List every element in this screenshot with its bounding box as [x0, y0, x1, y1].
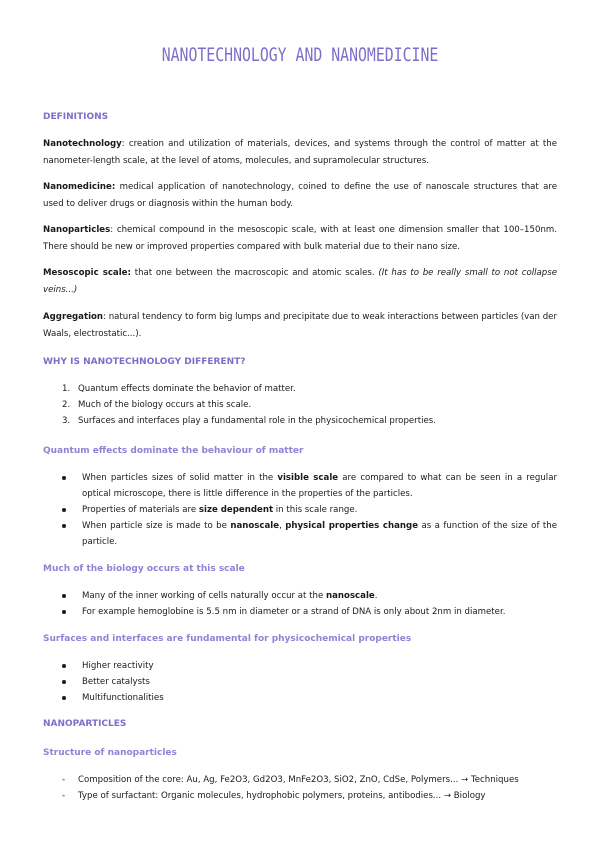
definition-nanoparticles [43, 222, 557, 256]
list-item-text: Surfaces and interfaces play a fundamental role in the physicochemical properties. [78, 416, 436, 426]
list-item [62, 518, 557, 550]
page-title: NANOTECHNOLOGY AND NANOMEDICINE [161, 44, 439, 66]
list-item-text: Better catalysts [82, 677, 150, 687]
list-item [62, 772, 557, 788]
list-item-text: are compared to what can be seen in a regular optical microscope, there is little difference in the properties of the particles. [82, 473, 557, 499]
bullet-icon [62, 664, 66, 668]
quantum-heading: Quantum effects dominate the behaviour of matter [43, 446, 304, 456]
list-item-text: When particle size is made to be [82, 521, 231, 531]
list-number: 2. [62, 400, 71, 410]
definition-text: chemical compound in the mesoscopic scale, with at least one dimension smaller that 100–150nm. There should be new or improved properties compared with bulk material due to their nano size. [43, 225, 557, 252]
list-item-text: Type of surfactant: Organic molecules, hydrophobic polymers, proteins, antibodies... → Biology [78, 791, 486, 801]
term: Nanotechnology [43, 139, 122, 149]
definition-aggregation [43, 309, 557, 343]
bullet-icon [62, 696, 66, 700]
definition-nanotechnology [43, 136, 557, 170]
list-item-text: in this scale range. [273, 505, 358, 515]
list-item [62, 588, 557, 604]
term: Nanomedicine: [43, 182, 116, 192]
quantum-list [62, 470, 557, 550]
bullet-icon [62, 610, 66, 614]
why-heading: WHY IS NANOTECHNOLOGY DIFFERENT? [43, 357, 246, 367]
list-item-text: as a function of the size of the particle. [82, 521, 557, 547]
list-number: 1. [62, 384, 71, 394]
term-separator: : [110, 225, 114, 235]
list-item-text: , [279, 521, 286, 531]
definition-text: medical application of nanotechnology, coined to define the use of nanoscale structures that are used to deliver drugs or diagnosis within the human body. [43, 182, 557, 209]
bullet-icon [62, 508, 66, 512]
term: Mesoscopic scale: [43, 268, 131, 278]
list-item [62, 674, 557, 690]
structure-subheading: Structure of nanoparticles [43, 748, 177, 758]
dash-marker: - [62, 775, 66, 785]
list-item-text: Much of the biology occurs at this scale. [78, 400, 252, 410]
list-item-text: Multifunctionalities [82, 693, 164, 703]
structure-list [62, 772, 557, 804]
list-item-text: . [374, 591, 378, 601]
list-item-text: For example hemoglobine is 5.5 nm in diameter or a strand of DNA is only about 2nm in diameter. [82, 607, 506, 617]
bullet-icon [62, 680, 66, 684]
emphasis: nanoscale [326, 591, 375, 601]
definition-note: (It has to be really small to not collapse veins...) [43, 268, 558, 295]
definition-nanomedicine [43, 179, 557, 213]
list-item [62, 788, 557, 804]
list-item [62, 413, 557, 429]
bullet-icon [62, 524, 66, 528]
emphasis: physical properties change [285, 521, 419, 531]
definition-text: that one between the macroscopic and atomic scales. [130, 268, 379, 278]
term-separator: : [103, 312, 106, 322]
list-number: 3. [62, 416, 71, 426]
list-item [62, 397, 557, 413]
list-item [62, 470, 557, 502]
bullet-icon [62, 594, 66, 598]
list-item [62, 381, 557, 397]
term: Aggregation [43, 312, 104, 322]
emphasis: size dependent [198, 505, 274, 515]
definitions-heading: DEFINITIONS [43, 112, 109, 122]
list-item [62, 658, 557, 674]
term: Nanoparticles [43, 225, 111, 235]
list-item [62, 604, 557, 620]
nanoparticles-heading: NANOPARTICLES [43, 719, 127, 729]
list-item-text: Composition of the core: Au, Ag, Fe2O3, Gd2O3, MnFe2O3, SiO2, ZnO, CdSe, Polymers... → Techniques [78, 775, 519, 785]
list-item-text: Higher reactivity [82, 661, 154, 671]
definition-text: natural tendency to form big lumps and precipitate due to weak interactions between particles (van der Waals, electrostatic...). [43, 312, 557, 339]
list-item-text: Many of the inner working of cells naturally occur at the [82, 591, 326, 601]
term-separator: : [121, 139, 125, 149]
emphasis: nanoscale [230, 521, 280, 531]
dash-marker: - [62, 791, 66, 801]
list-item-text: Properties of materials are [82, 505, 199, 515]
list-item [62, 502, 557, 518]
bullet-icon [62, 476, 66, 480]
definition-mesoscopic-scale [43, 265, 557, 299]
biology-heading: Much of the biology occurs at this scale [43, 564, 245, 574]
surfaces-heading: Surfaces and interfaces are fundamental for physicochemical properties [43, 634, 412, 644]
emphasis: visible scale [277, 473, 339, 483]
biology-list [62, 588, 557, 620]
definition-text: creation and utilization of materials, devices, and systems through the control of matter at the nanometer-length scale, at the level of atoms, molecules, and supramolecular structures. [43, 139, 557, 166]
list-item [62, 690, 557, 706]
list-item-text: When particles sizes of solid matter in the [82, 473, 278, 483]
list-item-text: Quantum effects dominate the behavior of matter. [78, 384, 296, 394]
surfaces-list [62, 658, 557, 706]
why-list [62, 381, 557, 429]
